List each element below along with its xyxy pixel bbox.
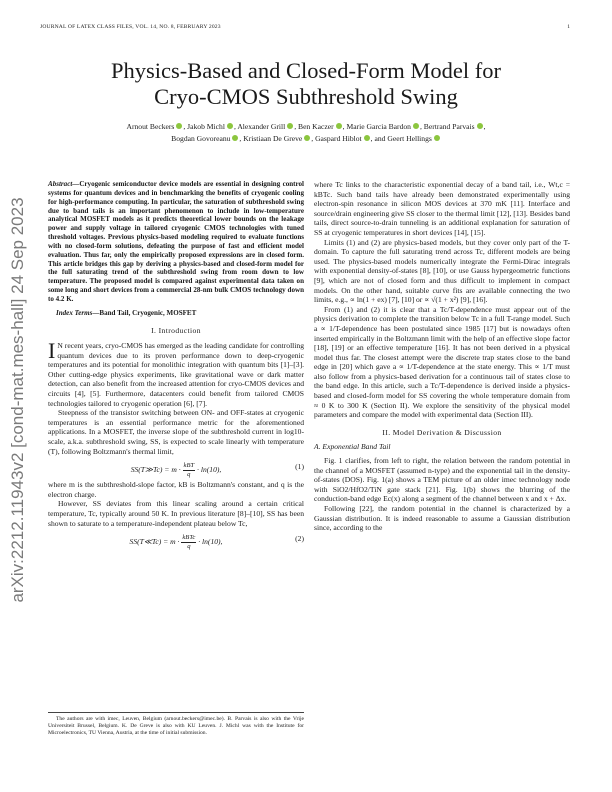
orcid-icon[interactable]	[227, 123, 233, 129]
author-list	[50, 121, 562, 144]
equation-rhs: · ln(10),	[196, 536, 223, 546]
orcid-icon[interactable]	[304, 135, 310, 141]
paragraph: where m is the subthreshold-slope factor, kB is Boltzmann's constant, and q is the electron charge.	[48, 480, 304, 499]
title-line-1: Physics-Based and Closed-Form Model for	[111, 58, 501, 83]
arxiv-stamp-text: arXiv:2212.11943v2 [cond-mat.mes-hall] 24 Sep 2023	[8, 197, 27, 603]
paragraph: From (1) and (2) it is clear that a Tc/T-dependence must appear out of the physics derivation to complete the transition below Tc in a full T-range model. Such a ∝ 1/T-dependence has been postulated since 1985 [17] but is nowadays often inserted empirically in the Boltzmann limit with the help of an effective slope factor [18], [19] or an effective temperature [16]. It has not been derived in a physical model thus far. The closest attempt were the discrete trap states close to the band edge in [20] which gave a ∝ 1/T-dependence at the state energy. This ∝ 1/T must also follow from a physics-based derivation for a continuous tail of states close to the band edge. In this article, such a Tc/T-dependence is derived inside a physics-based and closed-form model for SS covering the whole temperature domain from ≈ 0 K to 300 K (Section II). We explore the sensitivity of the physical model parameters and compare the model with experimental data (Section III).	[314, 304, 570, 420]
left-column	[48, 180, 304, 552]
author-name: Kristiaan De Greve	[243, 133, 303, 143]
paragraph-text: N recent years, cryo-CMOS has emerged as the leading candidate for controlling quantum devices due to its proven performance down to deep-cryogenic temperatures and its potential for monolithic integration with quantum bits [1]–[3]. Other cutting-edge physics experiments, like gravitational wave or dark matter detection, can also benefit from the increased attention for cryo-CMOS devices and circuits [4], [5]. Furthermore, datacenters could benefit from tailored CMOS technologies tailored to cryogenic operation [6], [7].	[48, 341, 304, 408]
author-conjunction: and	[374, 133, 386, 143]
orcid-icon[interactable]	[477, 123, 483, 129]
orcid-icon[interactable]	[176, 123, 182, 129]
author-name: Gaspard Hiblot	[315, 133, 362, 143]
subsection-heading: A. Exponential Band Tail	[314, 442, 391, 452]
author-name: Jakob Michl	[187, 122, 225, 131]
abstract	[48, 180, 304, 304]
title-line-2: Cryo-CMOS Subthreshold Swing	[154, 84, 458, 109]
paragraph: Limits (1) and (2) are physics-based models, but they cover only part of the T-domain. To capture the full saturating trend across Tc, different models are being used. The physics-based models numerically integrate the Fermi-Dirac integrals with exponential density-of-states [8], [10], or use Gauss hypergeometric functions [9], which are not of closed form and thus difficult to implement in compact models. On the other hand, suitable curve fits are available connecting the two limits, e.g., ∝ ln(1 + ex) [7], [10] or ∝ √(1 + x²) [9], [16].	[314, 237, 570, 305]
fraction-numerator: kBT	[183, 462, 195, 470]
paragraph: However, SS deviates from this linear scaling around a certain critical temperature, Tc, typically around 50 K. In previous literature [8]–[10], SS has been shown to saturate to a temperature-independent plateau below Tc,	[48, 499, 304, 528]
arxiv-stamp	[0, 120, 36, 680]
fraction-numerator: kBTc	[182, 534, 196, 542]
author-name: Bertrand Parvais	[423, 122, 475, 131]
footnote: The authors are with imec, Leuven, Belgium (arnout.beckers@imec.be). B. Parvais is also with the Vrije Universiteit Brussel, Belgium. K. De Greve is also with KU Leuven. J. Michl was with the Institute for Microelectronics, TU Vienna, Austria, at the time of initial submission.	[48, 716, 304, 736]
author-name: Marie Garcia Bardon	[346, 122, 411, 131]
orcid-icon[interactable]	[336, 123, 342, 129]
paragraph: Fig. 1 clarifies, from left to right, the relation between the random potential in the channel of a MOSFET (assumed n-type) and the exponential tail in the density-of-states (DOS). Fig. 1(a) shows a TEM picture of an older imec technology node with SiO2/HfO2/TiN gate stack [21]. Fig. 1(b) shows the blurring of the conduction-band edge Ec(x) along a segment of the channel between x and x + Δx.	[314, 456, 570, 504]
equation-2	[48, 531, 304, 549]
footnotes	[48, 712, 304, 736]
abstract-label: Abstract	[48, 180, 73, 188]
author-line-1: Arnout Beckers , Jakob Michl , Alexander Grill , Ben Kaczer , Marie Garcia Bardon , Bertrand Parvais ,	[126, 122, 486, 131]
index-terms	[48, 309, 304, 319]
page-number: 1	[567, 24, 570, 30]
author-name: Geert Hellings	[387, 133, 432, 143]
equation-lhs: SS(T≫Tc) = m ·	[130, 464, 183, 474]
equation-rhs: · ln(10),	[195, 464, 222, 474]
paragraph: Steepness of the transistor switching between ON- and OFF-states at cryogenic temperatures is an essential performance metric for the aforementioned applications. In a MOSFET, the inverse slope of the subthreshold current in log10-scale, a.k.a. subthreshold swing, SS, is expected to scale linearly with temperature (T), following Boltzmann's thermal limit,	[48, 408, 304, 456]
equation-fraction	[183, 462, 196, 478]
abstract-text: —Cryogenic semiconductor device models are essential in designing control systems for quantum devices and in benchmarking the benefits of cryogenic cooling for high-performance computing. In particular, the saturation of subthreshold swing due to band tails is an important phenomenon to include in low-temperature analytical MOSFET models as it predicts theoretical lower bounds on the leakage power and supply voltage in tailored cryogenic CMOS technologies with tuned threshold voltages. Previous physics-based modeling required to evaluate functions with no closed-form solutions, defeating the purpose of fast and efficient model evaluation. Thus far, only the empirically proposed expressions are in closed form. This article bridges this gap by deriving a physics-based and closed-form model for the full saturating trend of the subthreshold swing from room down to low temperature. The proposed model is compared against experimental data taken on some long and short devices from a commercial 28-nm bulk CMOS technology down to 4.2 K.	[48, 180, 304, 303]
orcid-icon[interactable]	[287, 123, 293, 129]
section-heading: I. Introduction	[151, 326, 201, 336]
author-name: Bogdan Govoreanu	[171, 133, 231, 143]
orcid-icon[interactable]	[364, 135, 370, 141]
equation-fraction	[181, 534, 196, 550]
equation-lhs: SS(T≪Tc) = m ·	[129, 536, 182, 546]
paragraph	[48, 338, 304, 408]
author-name: Ben Kaczer	[298, 122, 334, 131]
fraction-denominator: q	[187, 470, 191, 478]
index-terms-text: —Band Tail, Cryogenic, MOSFET	[92, 308, 197, 317]
paragraph: Following [22], the random potential in the channel is characterized by a Gaussian distribution. It is indeed reasonable to assume a Gaussian distribution since, according to the	[314, 504, 570, 533]
equation-body	[48, 534, 304, 550]
index-terms-label: Index Terms	[56, 308, 93, 317]
equation-1	[48, 459, 304, 477]
right-column	[314, 180, 570, 533]
running-header: JOURNAL OF LATEX CLASS FILES, VOL. 14, NO. 8, FEBRUARY 2023	[40, 24, 221, 30]
equation-number: (1)	[295, 462, 304, 472]
orcid-icon[interactable]	[232, 135, 238, 141]
section-heading: II. Model Derivation & Discussion	[382, 427, 502, 437]
drop-cap: I	[48, 338, 56, 363]
paper-title	[60, 58, 552, 110]
orcid-icon[interactable]	[434, 135, 440, 141]
equation-body	[48, 462, 304, 478]
orcid-icon[interactable]	[413, 123, 419, 129]
equation-number: (2)	[295, 534, 304, 544]
paragraph: where Tc links to the characteristic exponential decay of a band tail, i.e., Wt,c = kBTc. Such band tails have already been demonstrated experimentally using electron-spin resonance in silicon MOS devices at 370 mK [11]. Interface and source/drain engineering give SS closer to the thermal limit [12], [13]. Besides band tails, direct source-to-drain tunneling is an additional explanation for saturation of SS at cryogenic temperatures in short devices [14], [15].	[314, 180, 571, 237]
author-name: Arnout Beckers	[126, 122, 175, 131]
author-name: Alexander Grill	[237, 122, 286, 131]
fraction-denominator: q	[187, 542, 191, 550]
author-line-2: Bogdan Govoreanu , Kristiaan De Greve , Gaspard Hiblot , and Geert Hellings	[50, 133, 562, 145]
